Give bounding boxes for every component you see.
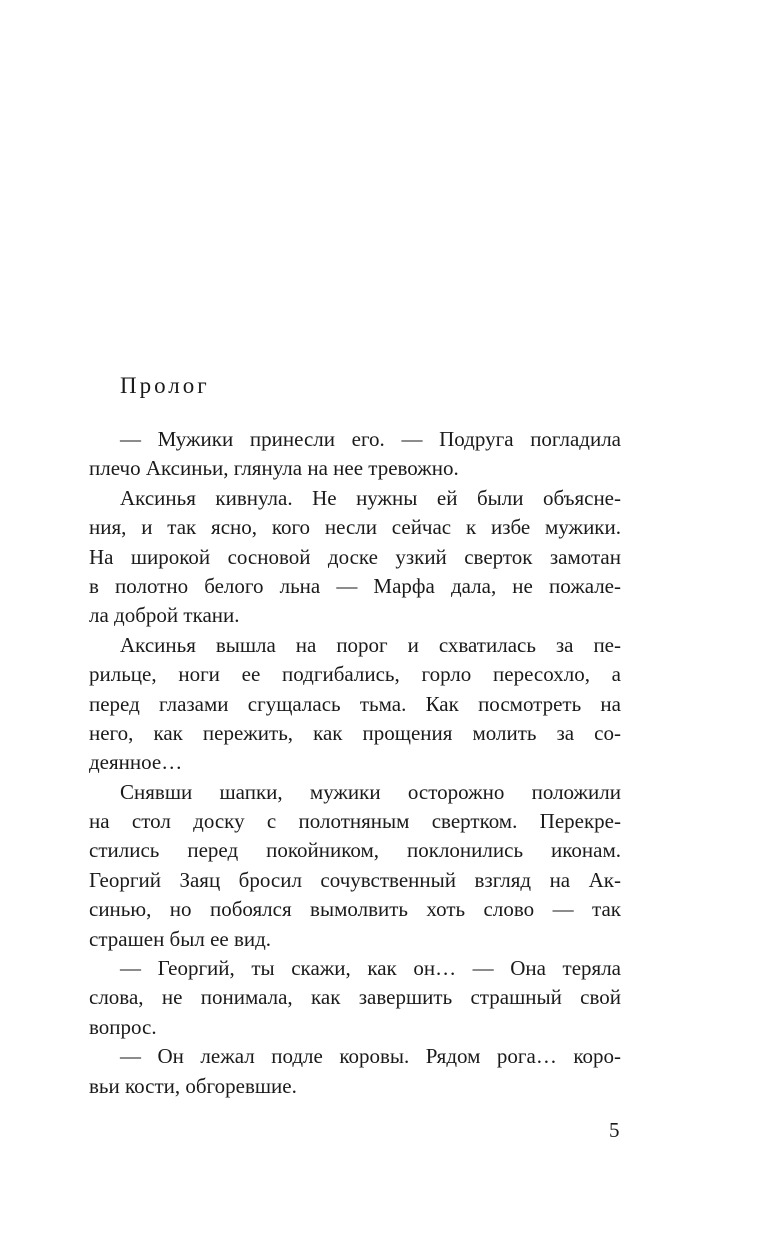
text-line: — Мужики принесли его. — Подруга погладила: [120, 427, 621, 451]
text-line: синью, но побоялся вымолвить хоть слово — так: [89, 897, 621, 922]
text-line: Георгий Заяц бросил сочувственный взгляд на Ак-: [89, 867, 621, 892]
page-number: 5: [609, 1118, 620, 1142]
text-line: него, как пережить, как прощения молить за со-: [89, 720, 621, 745]
text-line: слова, не понимала, как завершить страшный свой: [89, 985, 621, 1010]
text-line: Снявши шапки, мужики осторожно положили: [120, 779, 621, 804]
text-line: На широкой сосновой доске узкий сверток замотан: [89, 544, 621, 569]
text-line: страшен был ее вид.: [89, 926, 272, 951]
text-line: в полотно белого льна — Марфа дала, не пожале-: [89, 573, 621, 598]
text-line: Аксинья вышла на порог и схватилась за пе-: [120, 632, 621, 657]
text-line: рильце, ноги ее подгибались, горло пересохло, а: [89, 662, 621, 687]
text-line: — Георгий, ты скажи, как он… — Она теряла: [120, 956, 621, 981]
body-text: [89, 425, 621, 1101]
text-line: деянное…: [89, 750, 183, 775]
text-line: на стол доску с полотняным свертком. Перекре-: [89, 809, 621, 834]
text-line: ла доброй ткани.: [89, 603, 240, 628]
text-line: вопрос.: [89, 1014, 157, 1039]
text-line: Аксинья кивнула. Не нужны ей были объясне-: [120, 485, 621, 510]
text-line: плечо Аксиньи, глянула на нее тревожно.: [89, 456, 459, 481]
text-line: ния, и так ясно, кого несли сейчас к избе мужики.: [89, 515, 621, 540]
text-line: — Он лежал подле коровы. Рядом рога… коро-: [120, 1044, 621, 1069]
text-line: стились перед покойником, поклонились иконам.: [89, 838, 621, 863]
chapter-title: Пролог: [120, 373, 210, 398]
text-line: вьи кости, обгоревшие.: [89, 1073, 297, 1098]
text-line: перед глазами сгущалась тьма. Как посмотреть на: [89, 691, 621, 716]
